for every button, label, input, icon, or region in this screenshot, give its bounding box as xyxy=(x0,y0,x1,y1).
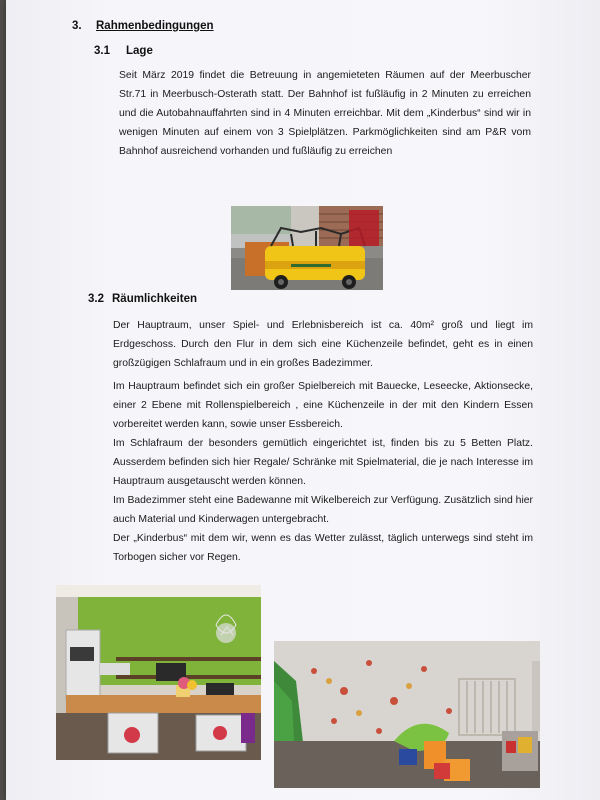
section-number: 3. xyxy=(72,20,82,32)
section-title: Rahmenbedingungen xyxy=(96,20,214,32)
main-room-photo xyxy=(56,585,261,760)
paragraph-hauptraum: Im Hauptraum befindet sich ein großer Spielbereich mit Bauecke, Leseecke, Aktionsecke, einer 2 Ebene mit Rollenspielbereich , eine Küchenzeile in der mit den Kindern Essen vorbereitet werden kann, sowie unser Essbereich. xyxy=(113,381,533,430)
section-heading xyxy=(72,20,214,32)
lage-text: Seit März 2019 findet die Betreuung in angemieteten Räumen auf der Meerbuscher Str.71 in Meerbusch-Osterath statt. Der Bahnhof ist fußläufig in 2 Minuten zu erreichen und die Autobahnauffahrten sind in 4 Minuten erreichbar. Mit dem „Kinderbus“ sind wir in wenigen Minuten auf einem von 3 Spielplätzen. Parkmöglichkeiten sind am P&R vom Bahnhof ausreichend vorhanden und fußläufig zu erreichen xyxy=(119,70,531,157)
intro-text: Der Hauptraum, unser Spiel- und Erlebnisbereich ist ca. 40m² groß und liegt im Erdgeschoss. Durch den Flur in dem sich eine Küchenzeile befindet, geht es in einen großzügigen Schlafraum und in ein großes Badezimmer. xyxy=(113,320,533,369)
subsection-number: 3.2 xyxy=(88,293,104,305)
paragraph-schlafraum: Im Schlafraum der besonders gemütlich eingerichtet ist, finden bis zu 5 Betten Platz. Ausserdem befinden sich hier Regale/ Schränke mit Spielmaterial, die je nach Interesse im Hauptraum ausgetauscht werden können. xyxy=(113,438,533,487)
lage-paragraph xyxy=(119,66,531,161)
subsection-number: 3.1 xyxy=(94,45,110,57)
sleeping-room-photo xyxy=(274,641,540,788)
document-page xyxy=(6,0,600,800)
subsection-title: Lage xyxy=(126,45,153,57)
paragraph-kinderbus: Der „Kinderbus“ mit dem wir, wenn es das Wetter zulässt, täglich unterwegs sind steht im Torbogen sicher vor Regen. xyxy=(113,533,533,563)
subsection-title: Räumlichkeiten xyxy=(112,293,197,305)
raeumlichkeiten-intro xyxy=(113,316,533,373)
subsection-heading-lage xyxy=(94,45,153,57)
subsection-heading-raeumlichkeiten xyxy=(88,293,197,305)
paragraph-badezimmer: Im Badezimmer steht eine Badewanne mit Wikelbereich zur Verfügung. Zusätzlich sind hier auch Material und Kinderwagen untergebracht. xyxy=(113,495,533,525)
kinderbus-photo xyxy=(231,206,383,290)
raeumlichkeiten-details xyxy=(113,377,533,567)
